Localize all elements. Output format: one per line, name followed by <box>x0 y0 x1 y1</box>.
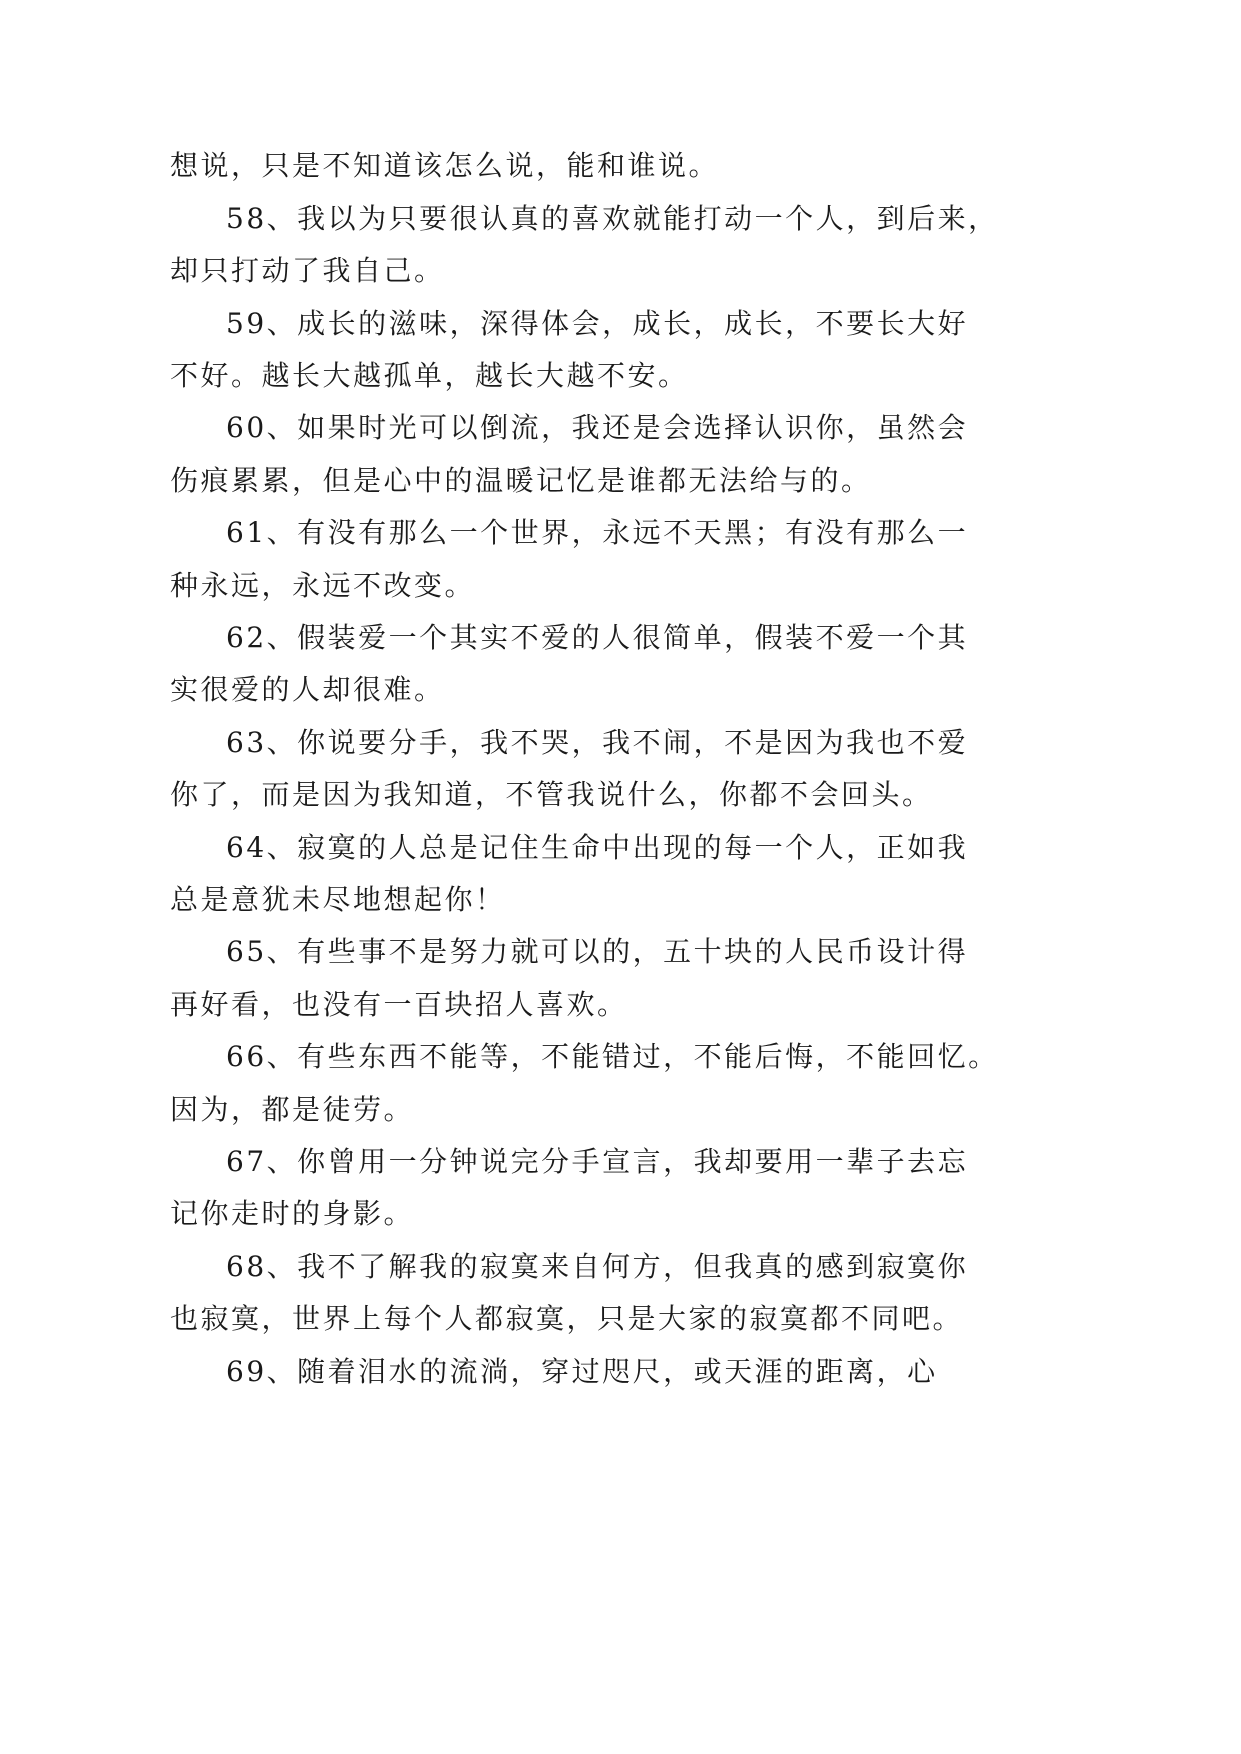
text-line: 58、我以为只要很认真的喜欢就能打动一个人，到后来， <box>226 202 999 235</box>
text-line: 你了，而是因为我知道，不管我说什么，你都不会回头。 <box>170 778 933 811</box>
text-line: 59、成长的滋味，深得体会，成长，成长，不要长大好 <box>226 307 969 340</box>
text-line: 记你走时的身影。 <box>170 1197 415 1230</box>
text-line: 想说，只是不知道该怎么说，能和谁说。 <box>170 149 720 182</box>
text-line: 60、如果时光可以倒流，我还是会选择认识你，虽然会 <box>226 411 969 444</box>
text-line: 62、假装爱一个其实不爱的人很简单，假装不爱一个其 <box>226 621 969 654</box>
text-line: 再好看，也没有一百块招人喜欢。 <box>170 988 628 1021</box>
text-line: 61、有没有那么一个世界，永远不天黑；有没有那么一 <box>226 516 969 549</box>
text-line: 68、我不了解我的寂寞来自何方，但我真的感到寂寞你 <box>226 1250 969 1283</box>
text-line: 种永远，永远不改变。 <box>170 569 476 602</box>
text-line: 67、你曾用一分钟说完分手宣言，我却要用一辈子去忘 <box>226 1145 969 1178</box>
text-line: 实很爱的人却很难。 <box>170 673 445 706</box>
text-line: 却只打动了我自己。 <box>170 254 445 287</box>
text-line: 总是意犹未尽地想起你！ <box>170 883 506 916</box>
text-line: 64、寂寞的人总是记住生命中出现的每一个人，正如我 <box>226 831 969 864</box>
text-line: 因为，都是徒劳。 <box>170 1093 415 1126</box>
text-line: 不好。越长大越孤单，越长大越不安。 <box>170 359 689 392</box>
text-line: 63、你说要分手，我不哭，我不闹，不是因为我也不爱 <box>226 726 969 759</box>
text-line: 69、随着泪水的流淌，穿过咫尺，或天涯的距离，心 <box>226 1355 938 1388</box>
text-line: 66、有些东西不能等，不能错过，不能后悔，不能回忆。 <box>226 1040 999 1073</box>
text-line: 也寂寞，世界上每个人都寂寞，只是大家的寂寞都不同吧。 <box>170 1302 964 1335</box>
text-line: 65、有些事不是努力就可以的，五十块的人民币设计得 <box>226 935 969 968</box>
text-line: 伤痕累累，但是心中的温暖记忆是谁都无法给与的。 <box>170 464 872 497</box>
